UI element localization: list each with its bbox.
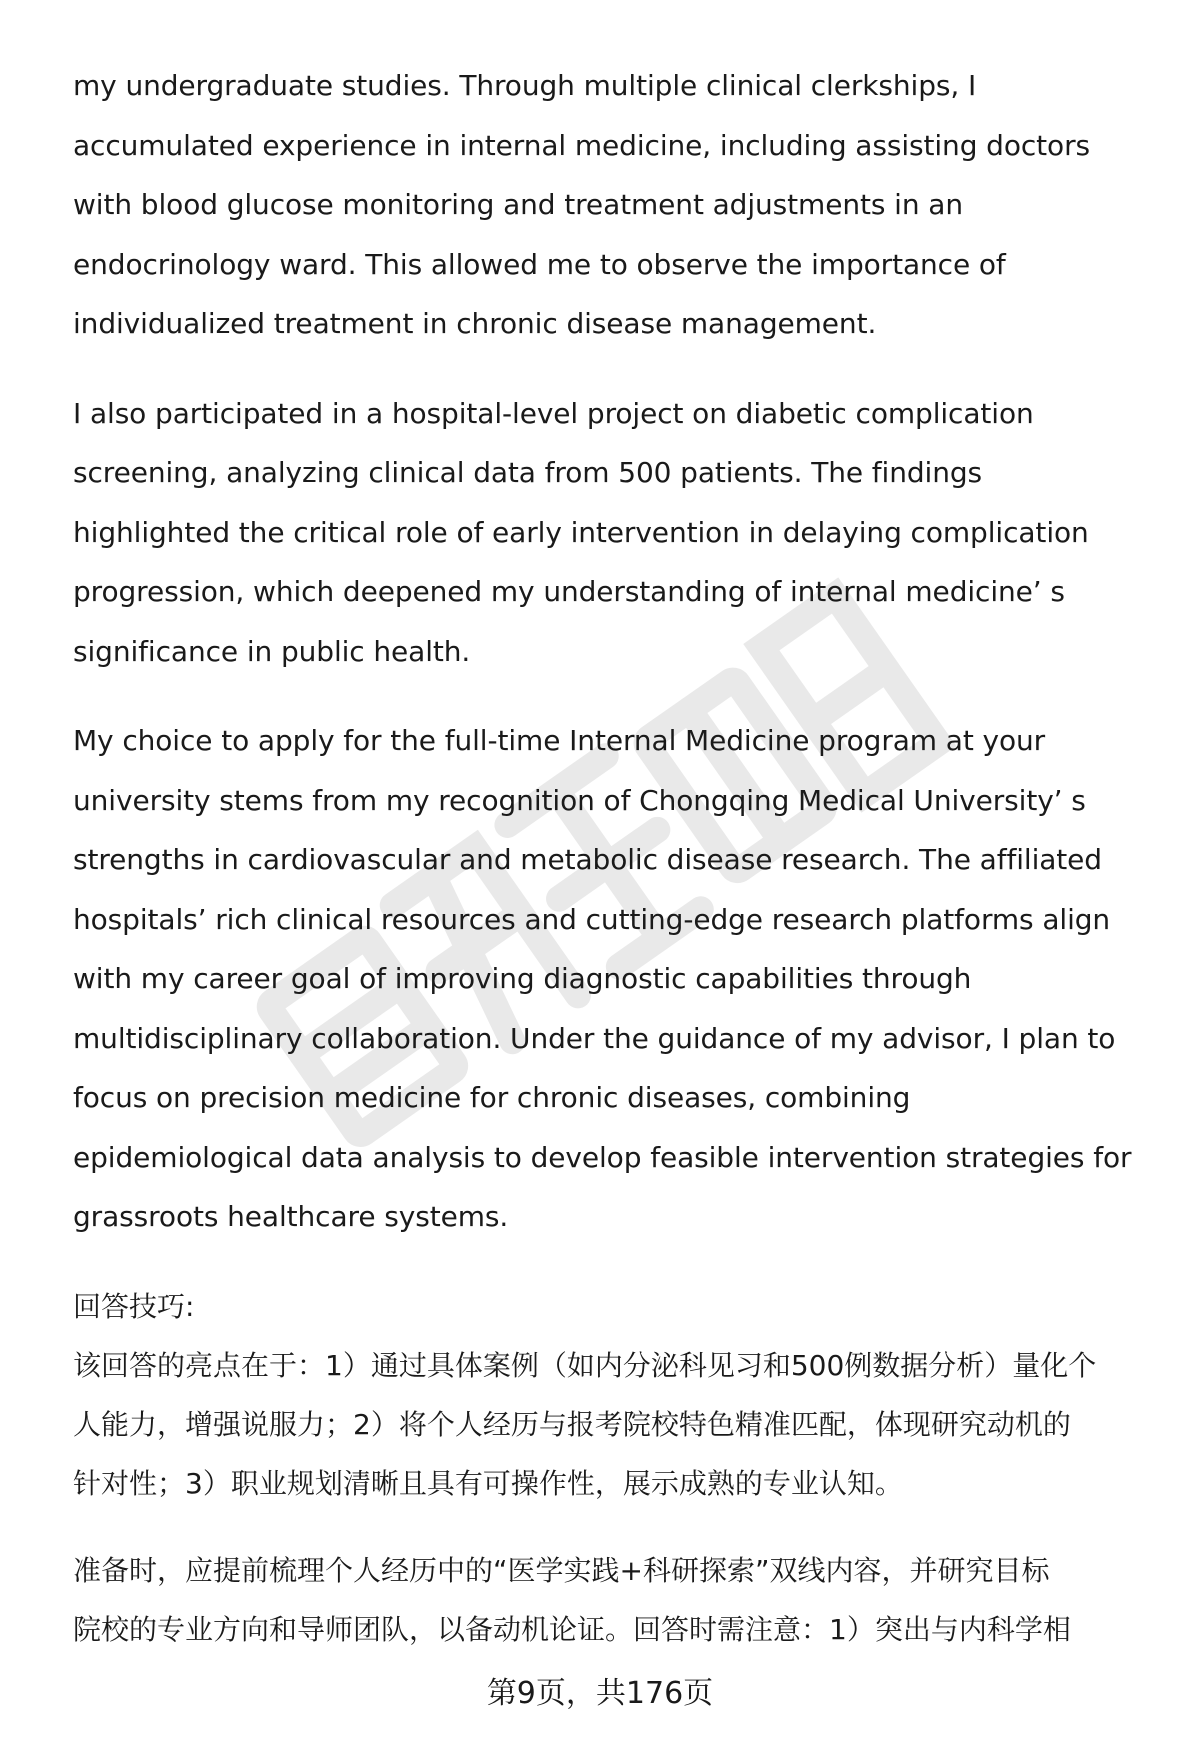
paragraph-research-project: I also participated in a hospital-level project on diabetic complication screening, analyzing clinical data from 500 patients. The findings highlighted the critical role of early intervention in delaying complication progression, which deepened my understanding of internal medicine’ s significance in public health. (73, 396, 1089, 668)
document-body (73, 56, 1163, 1659)
paragraph-program-choice: My choice to apply for the full-time Internal Medicine program at your university stems from my recognition of Chongqing Medical University’ s strengths in cardiovascular and metabolic disease research. The affiliated hospitals’ rich clinical resources and cutting-edge research platforms align with my career goal of improving diagnostic capabilities through multidisciplinary collaboration. Under the guidance of my advisor, I plan to focus on precision medicine for chronic diseases, combining epidemiological data analysis to develop feasible intervention strategies for grassroots healthcare systems. (73, 724, 1132, 1233)
paragraph-clinical-experience: my undergraduate studies. Through multiple clinical clerkships, I accumulated experience in internal medicine, including assisting doctors with blood glucose monitoring and treatment adjustments in an endocrinology ward. This allowed me to observe the importance of individualized treatment in chronic disease management. (73, 69, 1090, 340)
page-number-footer: 第9页，共176页 (486, 1676, 714, 1711)
tips-heading: 回答技巧: (73, 1289, 195, 1323)
preparation-paragraph: 准备时，应提前梳理个人经历中的“医学实践+科研探索”双线内容，并研究目标 院校的专业方向和导师团队，以备动机论证。回答时需注意：1）突出与内科学相 (73, 1553, 1071, 1646)
tips-paragraph: 该回答的亮点在于：1）通过具体案例（如内分泌科见习和500例数据分析）量化个 人能力，增强说服力；2）将个人经历与报考院校特色精准匹配，体现研究动机的 针对性；3）职业规划清晰且具有可操作性，展示成熟的专业认知。 (73, 1348, 1097, 1500)
